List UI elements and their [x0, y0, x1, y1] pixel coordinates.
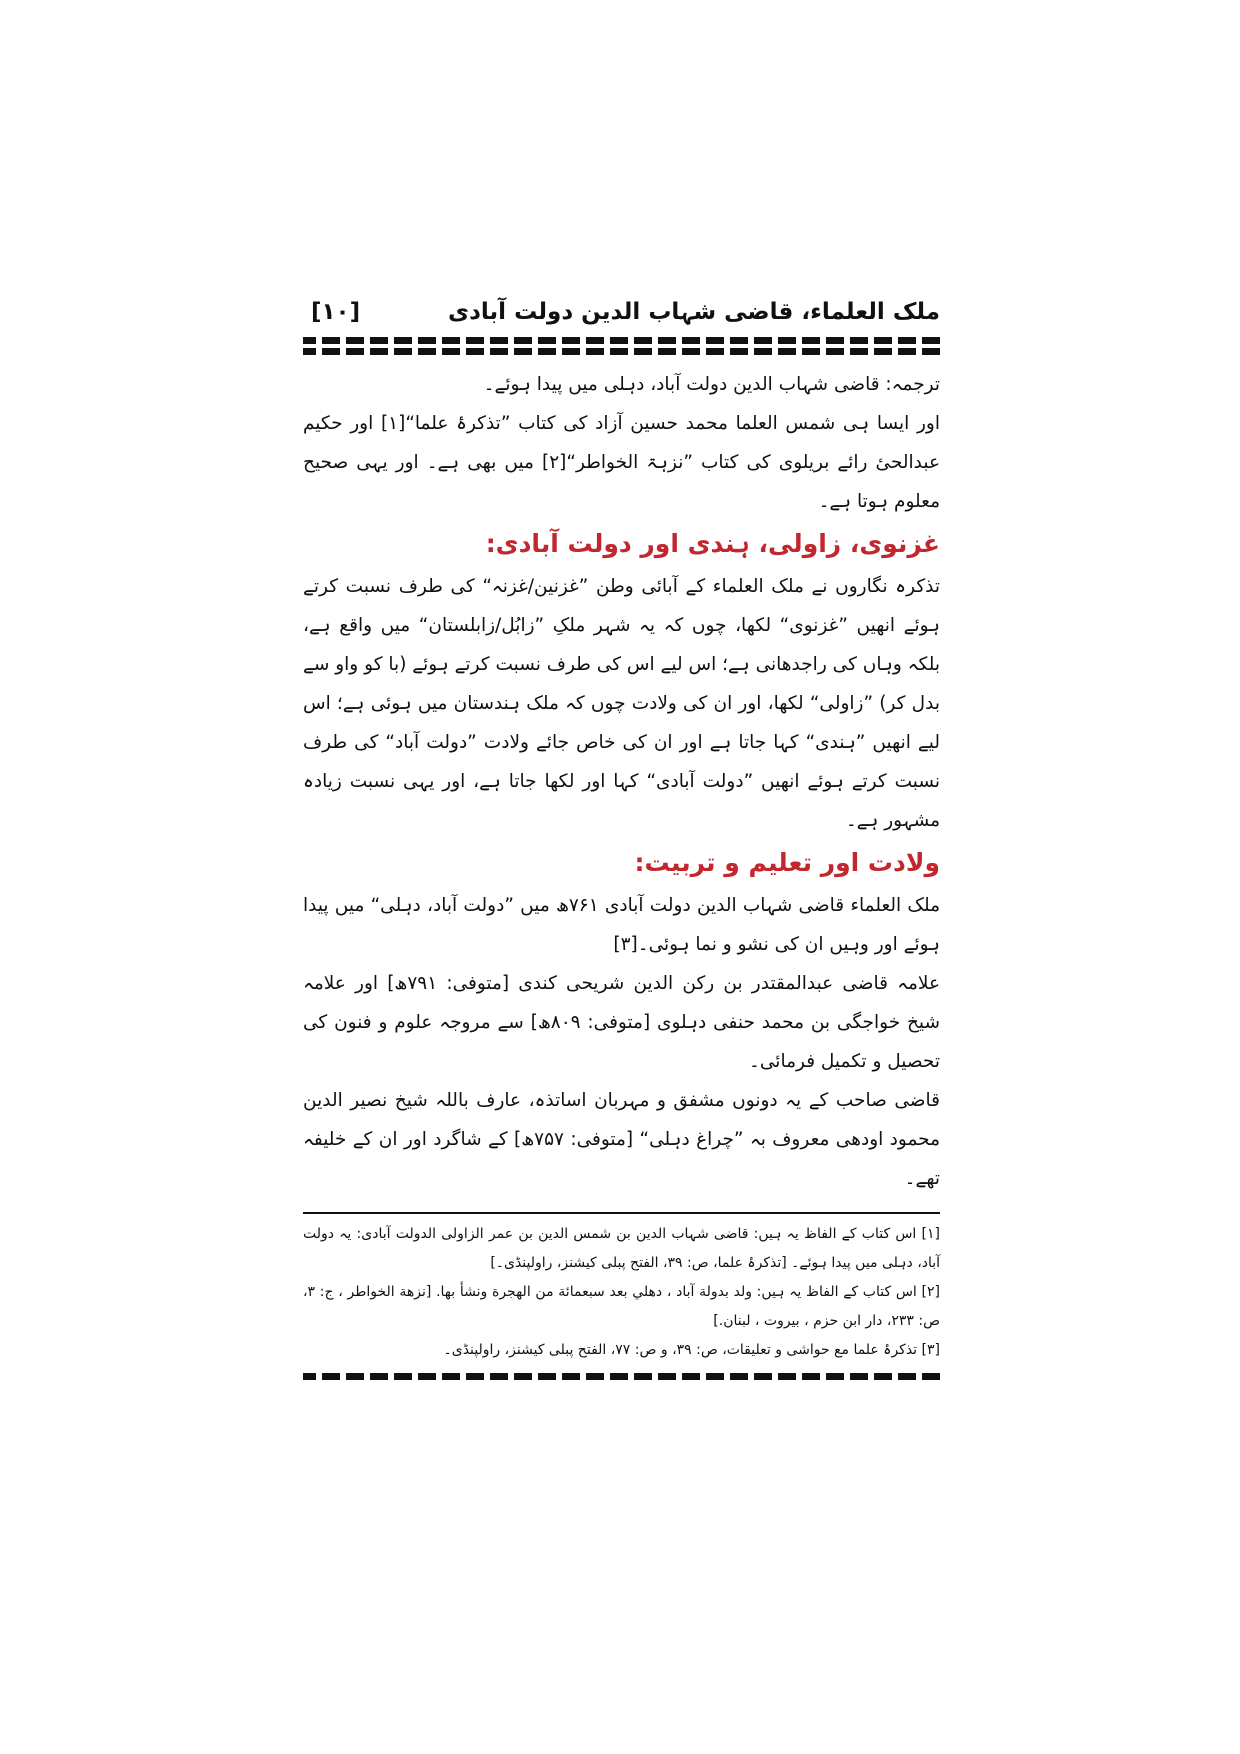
- paragraph-teachers-lineage: قاضی صاحب کے یہ دونوں مشفق و مہربان اساتذہ، عارف باللہ شیخ نصیر الدین محمود اودھی معروف بہ ”چراغ دہلی“ [متوفی: ۷۵۷ھ] کے شاگرد اور ان کے خلیفہ تھے۔: [303, 1090, 940, 1189]
- footer-dashed-rule: [303, 1373, 940, 1380]
- main-text: [303, 365, 940, 1198]
- running-title: ملک العلماء، قاضی شہاب الدین دولت آبادی: [448, 299, 940, 325]
- paragraph-translation: ترجمہ: قاضی شہاب الدین دولت آباد، دہلی میں پیدا ہوئے۔: [483, 374, 940, 395]
- section-heading-birth: ولادت اور تعلیم و تربیت:: [634, 848, 940, 877]
- document-page: [303, 297, 940, 1380]
- page-number: [۱۰]: [311, 299, 361, 325]
- footnote-1: [۱] اس کتاب کے الفاظ یہ ہیں: قاضی شہاب الدین بن شمس الدین بن عمر الزاولی الدولت آبادی: یہ دولت آباد، دہلی میں پیدا ہوئے۔ [تذکرۂ علما، ص: ۳۹، الفتح پبلی کیشنز، راولپنڈی۔]: [303, 1226, 940, 1271]
- section-heading-nisbat: غزنوی، زاولی، ہندی اور دولت آبادی:: [485, 529, 940, 558]
- footnote-3: [۳] تذکرۂ علما مع حواشی و تعلیقات، ص: ۳۹، و ص: ۷۷، الفتح پبلی کیشنز، راولپنڈی۔: [443, 1342, 940, 1358]
- paragraph-birth: ملک العلماء قاضی شہاب الدین دولت آبادی ۷۶۱ھ میں ”دولت آباد، دہلی“ میں پیدا ہوئے اور وہیں ان کی نشو و نما ہوئی۔[۳]: [303, 895, 940, 955]
- header-dashed-rule: [303, 337, 940, 344]
- paragraph-sources: اور ایسا ہی شمس العلما محمد حسین آزاد کی کتاب ”تذکرۂ علما“[۱] اور حکیم عبدالحیٔ رائے بریلوی کی کتاب ”نزہۃ الخواطر“[۲] میں بھی ہے۔ اور یہی صحیح معلوم ہوتا ہے۔: [303, 413, 940, 512]
- paragraph-nisbat: تذکرہ نگاروں نے ملک العلماء کے آبائی وطن ”غزنین/غزنہ“ کی طرف نسبت کرتے ہوئے انھیں ”غزنوی“ لکھا، چوں کہ یہ شہر ملکِ ”زابُل/زابلستان“ میں واقع ہے، بلکہ وہاں کی راجدھانی ہے؛ اس لیے اس کی طرف نسبت کرتے ہوئے (با کو واو سے بدل کر) ”زاولی“ لکھا، اور ان کی ولادت چوں کہ ملک ہندستان میں ہوئی ہے؛ اس لیے انھیں ”ہندی“ کہا جاتا ہے اور ان کی خاص جائے ولادت ”دولت آباد“ کی طرف نسبت کرتے ہوئے انھیں ”دولت آبادی“ کہا اور لکھا جاتا ہے، اور یہی نسبت زیادہ مشہور ہے۔: [303, 576, 940, 831]
- page-header: [303, 297, 940, 337]
- header-dashed-rule-2: [303, 348, 940, 355]
- footnotes: [303, 1212, 940, 1365]
- footnote-2: [۲] اس کتاب کے الفاظ یہ ہیں: ولد بدولة آباد ، دهلي بعد سبعمائة من الهجرة ونشأ بها. [نزهة الخواطر ، ج: ۳، ص: ۲۳۳، دار ابن حزم ، بیروت ، لبنان.]: [303, 1284, 940, 1329]
- paragraph-teachers: علامہ قاضی عبدالمقتدر بن رکن الدین شریحی کندی [متوفی: ۷۹۱ھ] اور علامہ شیخ خواجگی بن محمد حنفی دہلوی [متوفی: ۸۰۹ھ] سے مروجہ علوم و فنون کی تحصیل و تکمیل فرمائی۔: [303, 973, 940, 1072]
